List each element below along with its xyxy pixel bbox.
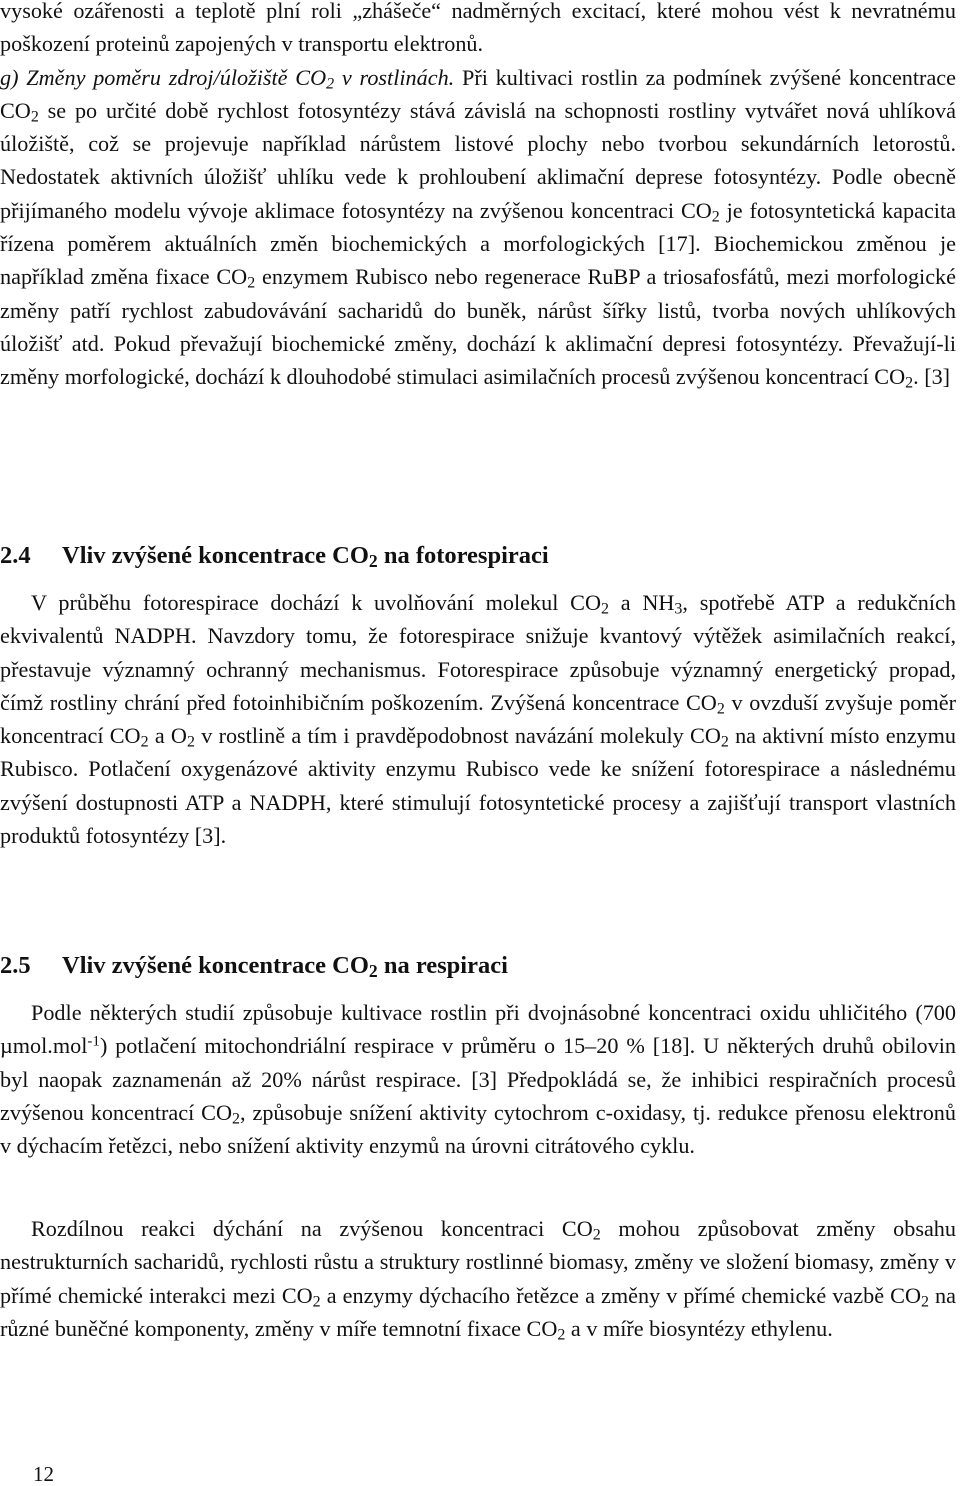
section-number: 2.5: [0, 952, 31, 979]
subscript: 2: [247, 274, 256, 292]
subscript: 2: [30, 108, 39, 126]
section-title: Vliv zvýšené koncentrace CO: [62, 542, 369, 569]
subscript: 2: [368, 550, 378, 571]
subscript: 2: [140, 733, 149, 751]
section-number: 2.4: [0, 542, 31, 569]
subscript: 3: [674, 600, 683, 618]
subscript: 2: [905, 374, 914, 392]
item-heading-g: g) Změny poměru zdroj/úložiště $CO_2$ v rostlinách.: [0, 64, 455, 93]
subscript: 2: [368, 960, 378, 981]
page-number: 12: [33, 1462, 54, 1486]
paragraph-photorespiration: V průběhu fotorespirace dochází k uvolňování molekul $CO_2$ a $NH_3$, spotřebě ATP a redukčních ekvivalentů NADPH. Navzdory tomu, že fotorespirace snižuje kvantový výtěžek asimilačních reakcí, přestavuje významný ochranný mechanismus. Fotorespirace způsobuje významný energetický propad, čímž rostliny chrání před fotoinhibičním poškozením. Zvýšená koncentrace $CO_2$ v ovzduší zvyšuje poměr koncentrací $CO_2$ a $O_2$ v rostlině a tím i pravděpodobnost navázání molekuly $CO_2$ na aktivní místo enzymu Rubisco. Potlačení oxygenázové aktivity enzymu Rubisco vede ke snížení fotorespirace a následnému zvýšení dostupnosti ATP a NADPH, které stimulují fotosyntetické procesy a zajišťují transport vlastních produktů fotosyntézy [3].: [0, 590, 957, 849]
paragraph-sink-source: vysoké ozářenosti a teplotě plní roli „zhášeče“ nadměrných excitací, které mohou vést k nevratnému poškození proteinů zapojených v transportu elektronů. g) Změny poměru zdroj/úložiště $CO_2$ v rostlinách. Při kultivaci rostlin za podmínek zvýšené koncentrace $CO_2$ se po určité době rychlost fotosyntézy stává závislá na schopnosti rostliny vytvářet nová uhlíková úložiště, což se projevuje například nárůstem listové plochy nebo tvorbou sekundárních letorostů. Nedostatek aktivních úložišť uhlíku vede k prohloubení aklimační deprese fotosyntézy. Podle obecně přijímaného modelu vývoje aklimace fotosyntézy na zvýšenou koncentraci $CO_2$ je fotosyntetická kapacita řízena poměrem aktuálních změn biochemických a morfologických [17]. Biochemickou změnou je například změna fixace $CO_2$ enzymem Rubisco nebo regenerace RuBP a triosafosfátů, mezi morfologické změny patří rychlost zabudovávání sacharidů do buněk, nárůst šířky listů, tvorba nových uhlíkových úložišť atd. Pokud převažují biochemické změny, dochází k aklimační depresi fotosyntézy. Převažují-li změny morfologické, dochází k dlouhodobé stimulaci asimilačních procesů zvýšenou koncentrací $CO_2$. [3]: [0, 0, 956, 392]
paragraph-text: vysoké ozářenosti a teplotě plní roli „zhášeče“ nadměrných excitací, které mohou vést k nevratnému poškození proteinů zapojených v transportu elektronů.: [0, 0, 956, 57]
subscript: 2: [716, 700, 725, 718]
section-heading-2-5: 2.5 Vliv zvýšené koncentrace $CO_2$ na respiraci: [0, 952, 508, 981]
superscript: -1: [87, 1033, 100, 1050]
subscript: 2: [312, 1293, 321, 1311]
subscript: 2: [600, 600, 609, 618]
section-heading-2-4: 2.4 Vliv zvýšené koncentrace $CO_2$ na fotorespiraci: [0, 542, 549, 571]
subscript: 2: [592, 1226, 601, 1244]
subscript: 2: [326, 75, 335, 93]
subscript: 2: [720, 733, 729, 751]
subscript: 2: [711, 208, 720, 226]
subscript: 2: [232, 1110, 240, 1128]
paragraph-respiration: Podle některých studií způsobuje kultivace rostlin při dvojnásobné koncentraci oxidu uhličitého (700 µmol.mol$^{-1}$) potlačení mitochondriální respirace v průměru o 15–20 % [18]. U některých druhů obilovin byl naopak zaznamenán až 20% nárůst respirace. [3] Předpokládá se, že inhibici respiračních procesů zvýšenou koncentrací $CO_2$, způsobuje snížení aktivity cytochrom c-oxidasy, tj. redukce přenosu elektronů v dýchacím řetězci, nebo snížení aktivity enzymů na úrovni citrátového cyklu.: [0, 1000, 956, 1159]
subscript: 2: [186, 733, 195, 751]
subscript: 2: [557, 1326, 566, 1344]
section-title: Vliv zvýšené koncentrace CO: [62, 952, 369, 979]
paragraph-respiration-reaction: Rozdílnou reakci dýchání na zvýšenou koncentraci $CO_2$ mohou způsobovat změny obsahu nestrukturních sacharidů, rychlosti růstu a struktury rostlinné biomasy, změny ve složení biomasy, změny v přímé chemické interakci mezi $CO_2$ a enzymy dýchacího řetězce a změny v přímé chemické vazbě $CO_2$ na různé buněčné komponenty, změny v míře temnotní fixace $CO_2$ a v míře biosyntézy ethylenu.: [0, 1216, 956, 1344]
subscript: 2: [920, 1293, 929, 1311]
